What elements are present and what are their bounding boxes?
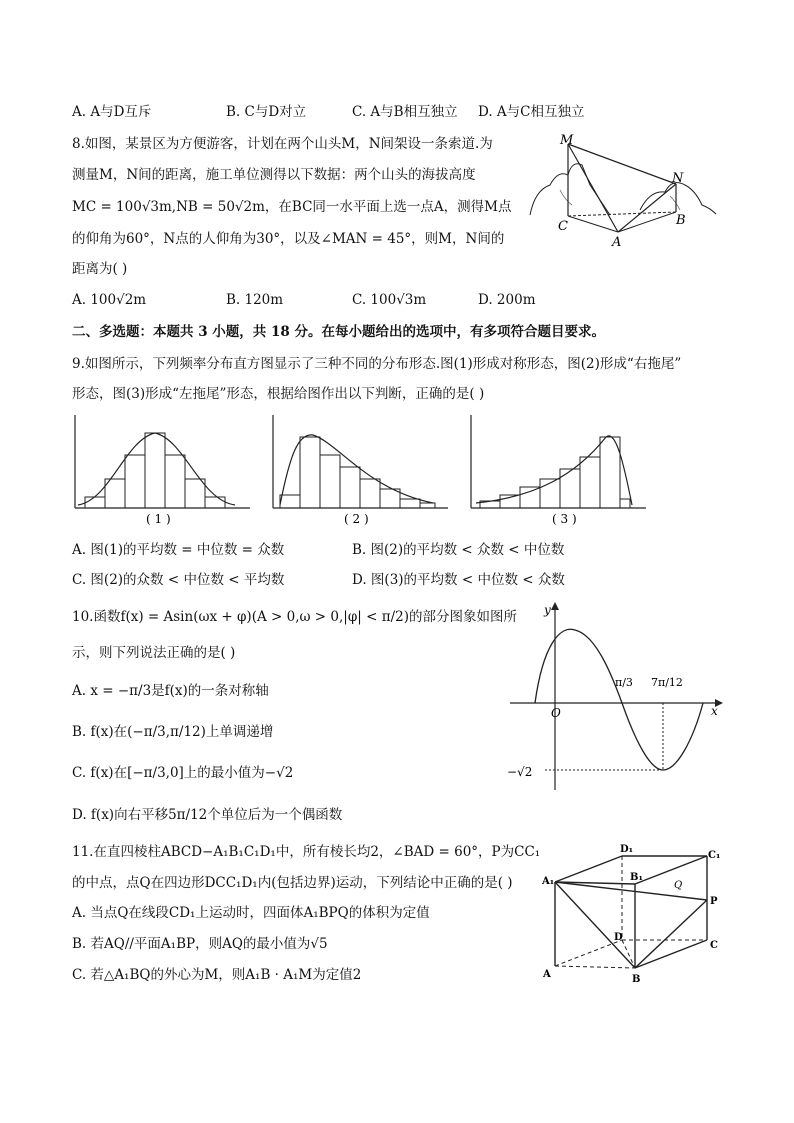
q10-label-7pi12: 7π/12 <box>651 676 683 689</box>
q8-label-m: M <box>560 133 574 148</box>
q11-option-c: C. 若△A₁BQ的外心为M，则A₁B · A₁M为定值2 <box>72 967 362 983</box>
q7-option-b: B. C与D对立 <box>226 104 307 120</box>
q8-stem-line-3: MC = 100√3m,NB = 50√2m，在BC同一水平面上选一点A，测得M点 <box>72 199 512 215</box>
q8-stem-line-1: 8.如图，某景区为方便游客，计划在两个山头M，N间架设一条索道.为 <box>72 136 493 152</box>
q11-prism-figure <box>540 840 730 985</box>
q8-stem-line-5: 距离为( ) <box>72 261 128 277</box>
q8-option-c: C. 100√3m <box>352 292 427 308</box>
q11-label-p: P <box>710 896 718 907</box>
q11-stem-line-1: 11.在直四棱柱ABCD−A₁B₁C₁D₁中，所有棱长均2，∠BAD = 60°，P为CC₁ <box>72 844 541 860</box>
q11-label-a: A <box>543 969 551 980</box>
q11-label-b1: B₁ <box>630 872 643 883</box>
q10-label-x: x <box>711 704 718 718</box>
q10-option-a: A. x = −π/3是f(x)的一条对称轴 <box>72 683 269 699</box>
q8-label-n: N <box>672 171 684 186</box>
q8-label-a: A <box>612 235 622 250</box>
q10-label-y: y <box>544 603 551 617</box>
q10-label-pi3: π/3 <box>615 676 633 689</box>
section2-heading: 二、多选题：本题共 3 小题，共 18 分。在每小题给出的选项中，有多项符合题目要求。 <box>72 324 605 340</box>
q10-option-c: C. f(x)在[−π/3,0]上的最小值为−√2 <box>72 765 294 781</box>
q8-option-b: B. 120m <box>226 292 284 308</box>
q7-option-d: D. A与C相互独立 <box>478 104 585 120</box>
q11-option-b: B. 若AQ//平面A₁BP，则AQ的最小值为√5 <box>72 936 328 952</box>
q9-caption-2: ( 2 ) <box>344 512 369 526</box>
q8-option-a: A. 100√2m <box>72 292 147 308</box>
q11-label-c1: C₁ <box>708 850 721 861</box>
q8-stem-line-4: 的仰角为60°，N点的人仰角为30°，以及∠MAN = 45°，则M，N间的 <box>72 231 505 247</box>
q9-histogram-3 <box>466 415 651 530</box>
q8-option-d: D. 200m <box>478 292 536 308</box>
q9-stem-line-1: 9.如图所示，下列频率分布直方图显示了三种不同的分布形态.图(1)形成对称形态，图(2)形成“右拖尾” <box>72 356 682 372</box>
q8-label-b: B <box>676 213 686 228</box>
q10-option-d: D. f(x)向右平移5π/12个单位后为一个偶函数 <box>72 807 343 823</box>
q9-option-d: D. 图(3)的平均数 < 中位数 < 众数 <box>352 572 565 588</box>
q11-label-d: D <box>614 932 623 943</box>
q11-label-c: C <box>710 940 718 951</box>
q10-sine-graph <box>505 600 730 795</box>
q11-option-a: A. 当点Q在线段CD₁上运动时，四面体A₁BPQ的体积为定值 <box>72 905 430 921</box>
q9-option-a: A. 图(1)的平均数 = 中位数 = 众数 <box>72 542 285 558</box>
q9-caption-3: ( 3 ) <box>552 512 577 526</box>
q8-label-c: C <box>558 219 568 234</box>
q11-label-a1: A₁ <box>542 876 555 887</box>
q10-option-b: B. f(x)在(−π/3,π/12)上单调递增 <box>72 724 274 740</box>
q11-label-q: Q <box>674 880 683 891</box>
q10-stem-line-2: 示，则下列说法正确的是( ) <box>72 645 236 661</box>
q9-option-c: C. 图(2)的众数 < 中位数 < 平均数 <box>72 572 285 588</box>
q9-stem-line-2: 形态，图(3)形成“左拖尾”形态，根据给图作出以下判断，正确的是( ) <box>72 386 485 402</box>
q8-mountain-figure <box>520 130 720 250</box>
q7-option-c: C. A与B相互独立 <box>352 104 458 120</box>
q11-label-d1: D₁ <box>620 844 634 855</box>
q11-stem-line-2: 的中点，点Q在四边形DCC₁D₁内(包括边界)运动，下列结论中正确的是( ) <box>72 875 513 891</box>
q8-stem-line-2: 测量M，N间的距离，施工单位测得以下数据：两个山头的海拔高度 <box>72 167 476 183</box>
q7-option-a: A. A与D互斥 <box>72 104 152 120</box>
q9-histogram-2 <box>268 415 453 530</box>
q9-histogram-1 <box>70 415 255 530</box>
q10-stem-line-1: 10.函数f(x) = Asin(ωx + φ)(A > 0,ω > 0,|φ| < π/2)的部分图象如图所 <box>72 609 517 625</box>
q9-caption-1: ( 1 ) <box>146 512 171 526</box>
q11-label-b: B <box>632 974 641 985</box>
q10-label-o: O <box>551 706 561 720</box>
q10-label-minus-root2: −√2 <box>507 765 533 779</box>
q9-option-b: B. 图(2)的平均数 < 众数 < 中位数 <box>352 542 565 558</box>
